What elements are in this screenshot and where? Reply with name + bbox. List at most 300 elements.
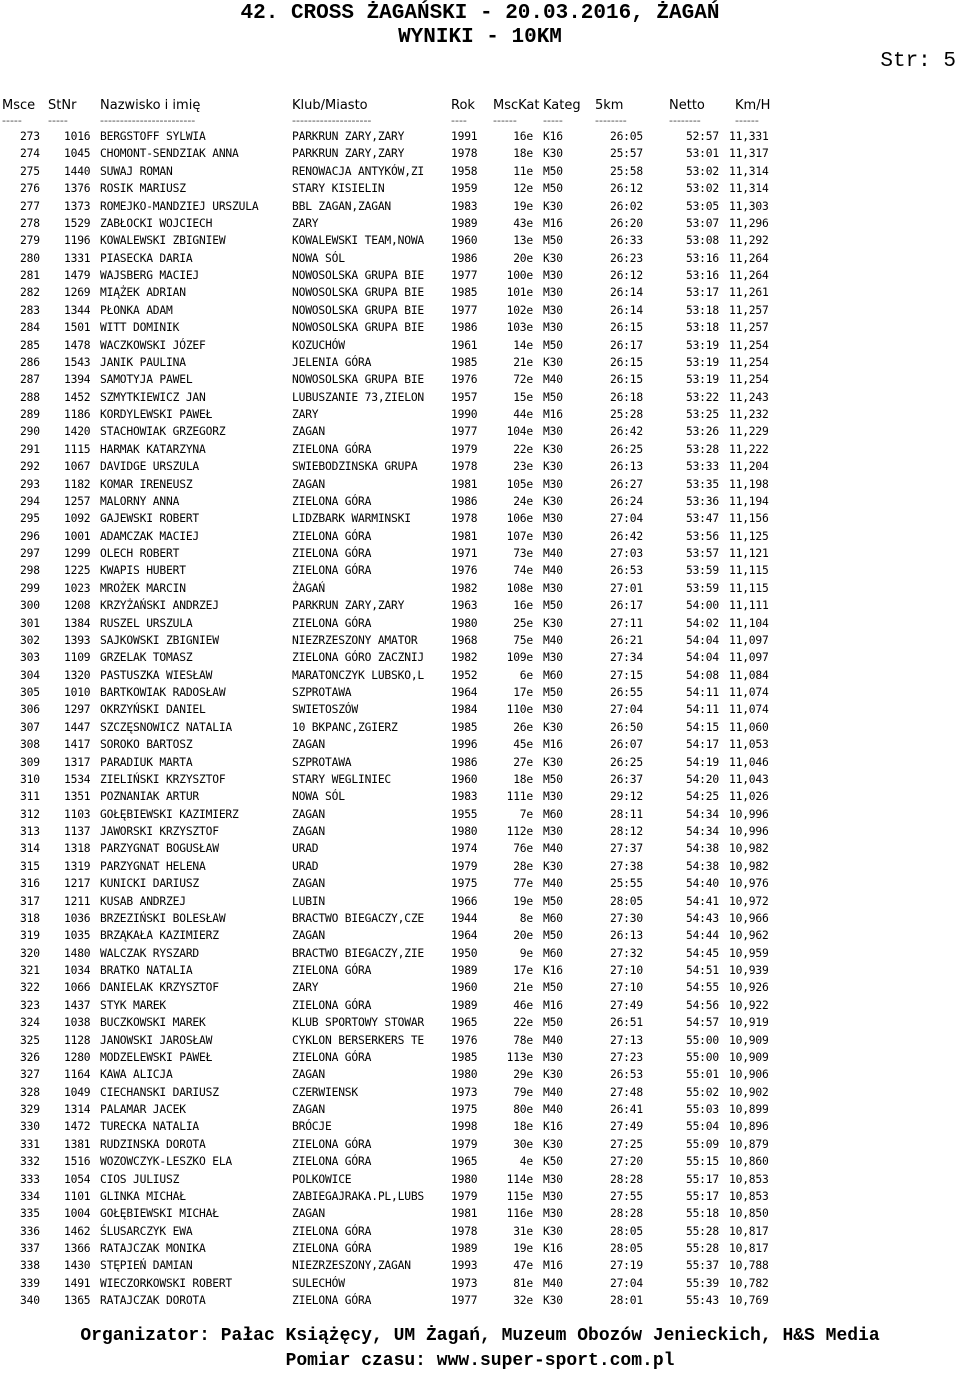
- cell-name: STYK MAREK: [100, 998, 167, 1012]
- cell-cat-place: 12e: [513, 182, 533, 196]
- cell-name: WAJSBERG MACIEJ: [100, 269, 200, 282]
- cell-club: KOWALEWSKI TEAM,NOWA: [292, 234, 425, 248]
- cell-year: 1979: [451, 442, 478, 456]
- cell-place: 294: [20, 494, 40, 508]
- cell-year: 1982: [451, 581, 478, 595]
- cell-year: 1950: [451, 946, 478, 960]
- cell-cat-place: 46e: [513, 998, 533, 1012]
- cell-club: SWIEBODZINSKA GRUPA: [292, 460, 418, 474]
- cell-net-time: 53:25: [685, 408, 719, 421]
- cell-net-time: 53:47: [685, 512, 719, 526]
- cell-year: 1960: [451, 234, 478, 248]
- cell-category: K30: [543, 147, 563, 161]
- cell-split-5km: 27:30: [609, 911, 643, 925]
- cell-split-5km: 26:25: [609, 442, 643, 456]
- cell-cat-place: 76e: [513, 842, 533, 856]
- cell-speed: 11,314: [729, 164, 769, 178]
- cell-split-5km: 27:37: [609, 842, 643, 856]
- cell-bib: 1103: [64, 807, 91, 821]
- cell-year: 1960: [451, 981, 478, 995]
- cell-club: ZIELONA GÓRO ZACZNIJ: [292, 651, 425, 665]
- cell-split-5km: 26:50: [609, 720, 643, 734]
- cell-net-time: 53:33: [685, 460, 719, 474]
- cell-category: M50: [543, 772, 563, 786]
- cell-club: JELENIA GÓRA: [292, 355, 372, 369]
- cell-speed: 11,111: [729, 599, 769, 613]
- cell-speed: 11,292: [729, 234, 769, 248]
- cell-cat-place: 18e: [513, 772, 533, 786]
- cell-speed: 11,125: [729, 529, 769, 543]
- cell-split-5km: 26:25: [609, 755, 643, 769]
- rule-netto: --------: [669, 114, 701, 127]
- cell-bib: 1417: [64, 738, 91, 752]
- cell-split-5km: 26:17: [609, 599, 643, 613]
- cell-year: 1975: [451, 1103, 478, 1116]
- cell-split-5km: 25:28: [609, 408, 643, 421]
- column-headers: [0, 97, 960, 114]
- cell-split-5km: 27:11: [609, 616, 643, 630]
- cell-split-5km: 27:19: [609, 1259, 643, 1273]
- cell-place: 310: [20, 772, 40, 786]
- cell-name: OKRZYŃSKI DANIEL: [100, 703, 206, 717]
- rule-5km: --------: [595, 114, 627, 127]
- cell-name: PŁONKA ADAM: [100, 303, 173, 317]
- cell-category: M60: [543, 668, 563, 682]
- cell-split-5km: 28:05: [609, 894, 643, 908]
- cell-cat-place: 22e: [513, 1016, 533, 1030]
- cell-name: WACZKOWSKI JÓZEF: [100, 338, 206, 352]
- cell-year: 1964: [451, 929, 478, 943]
- cell-name: SAMOTYJA PAWEL: [100, 373, 193, 387]
- cell-bib: 1480: [64, 946, 91, 960]
- cell-bib: 1393: [64, 633, 91, 647]
- cell-speed: 10,976: [729, 877, 769, 891]
- cell-category: K16: [543, 964, 563, 977]
- cell-speed: 10,962: [729, 929, 769, 943]
- cell-category: M30: [543, 1189, 563, 1203]
- cell-net-time: 54:17: [685, 738, 719, 752]
- table-row: [0, 163, 960, 180]
- cell-category: M16: [543, 408, 563, 421]
- cell-year: 1976: [451, 564, 478, 578]
- cell-year: 1977: [451, 269, 478, 282]
- cell-split-5km: 28:11: [609, 807, 643, 821]
- cell-cat-place: 21e: [513, 981, 533, 995]
- cell-speed: 11,331: [729, 130, 769, 143]
- cell-speed: 10,922: [729, 998, 769, 1012]
- cell-cat-place: 20e: [513, 929, 533, 943]
- table-row: [0, 389, 960, 406]
- table-row: [0, 632, 960, 649]
- cell-name: GOŁĘBIEWSKI KAZIMIERZ: [100, 807, 239, 821]
- cell-year: 1963: [451, 599, 478, 613]
- cell-year: 1981: [451, 529, 478, 543]
- cell-net-time: 53:07: [685, 216, 719, 230]
- cell-bib: 1217: [64, 877, 91, 891]
- cell-cat-place: 13e: [513, 234, 533, 248]
- cell-category: M50: [543, 182, 563, 196]
- cell-year: 1985: [451, 1050, 478, 1064]
- cell-club: ZIELONA GÓRA: [292, 998, 372, 1012]
- cell-category: M30: [543, 1207, 563, 1221]
- col-club: Klub/Miasto: [292, 98, 368, 113]
- cell-cat-place: 77e: [513, 877, 533, 891]
- cell-split-5km: 26:51: [609, 1016, 643, 1030]
- cell-name: HARMAK KATARZYNA: [100, 442, 206, 456]
- rule-msce: -----: [2, 114, 22, 127]
- cell-split-5km: 26:23: [609, 251, 643, 265]
- cell-year: 1991: [451, 130, 478, 143]
- cell-speed: 11,254: [729, 338, 769, 352]
- cell-cat-place: 44e: [513, 408, 533, 421]
- cell-split-5km: 27:20: [609, 1155, 643, 1169]
- rule-year: ----: [451, 114, 467, 127]
- cell-net-time: 53:28: [685, 442, 719, 456]
- cell-split-5km: 26:37: [609, 772, 643, 786]
- cell-place: 340: [20, 1294, 40, 1308]
- cell-club: SULECHÓW: [292, 1276, 345, 1290]
- cell-category: M40: [543, 1276, 563, 1290]
- cell-speed: 11,317: [729, 147, 769, 161]
- cell-name: ROMEJKO-MANDZIEJ URSZULA: [100, 199, 259, 213]
- cell-bib: 1491: [64, 1276, 91, 1290]
- header-rule: [0, 114, 960, 128]
- table-row: [0, 684, 960, 701]
- cell-year: 1985: [451, 286, 478, 300]
- cell-net-time: 53:22: [685, 390, 719, 404]
- cell-club: CYKLON BERSERKERS TE: [292, 1033, 425, 1047]
- cell-club: NOWOSOLSKA GRUPA BIE: [292, 286, 425, 300]
- cell-speed: 11,104: [729, 616, 769, 630]
- cell-club: SWIETOSZÓW: [292, 703, 359, 717]
- table-row: [0, 1066, 960, 1083]
- cell-name: BRZĄKAŁA KAZIMIERZ: [100, 929, 219, 943]
- cell-cat-place: 30e: [513, 1137, 533, 1151]
- table-row: [0, 788, 960, 805]
- cell-name: STĘPIEŃ DAMIAN: [100, 1259, 193, 1273]
- cell-speed: 11,264: [729, 251, 769, 265]
- cell-place: 339: [20, 1276, 40, 1290]
- cell-bib: 1318: [64, 842, 91, 856]
- cell-category: K30: [543, 251, 563, 265]
- cell-place: 286: [20, 355, 40, 369]
- cell-speed: 10,919: [729, 1016, 769, 1030]
- cell-category: M40: [543, 842, 563, 856]
- cell-speed: 10,769: [729, 1294, 769, 1308]
- cell-place: 296: [20, 529, 40, 543]
- cell-split-5km: 27:04: [609, 703, 643, 717]
- cell-category: K30: [543, 720, 563, 734]
- cell-cat-place: 17e: [513, 964, 533, 977]
- table-row: [0, 910, 960, 927]
- cell-split-5km: 27:23: [609, 1050, 643, 1064]
- cell-bib: 1516: [64, 1155, 91, 1169]
- cell-year: 1998: [451, 1120, 478, 1134]
- cell-speed: 10,817: [729, 1224, 769, 1238]
- cell-year: 1980: [451, 825, 478, 838]
- cell-net-time: 54:00: [685, 599, 719, 613]
- cell-club: BRACTWO BIEGACZY,ZIE: [292, 946, 425, 960]
- cell-net-time: 53:01: [685, 147, 719, 161]
- cell-net-time: 55:17: [685, 1189, 719, 1203]
- cell-net-time: 54:51: [685, 964, 719, 977]
- table-row: [0, 1101, 960, 1118]
- table-row: [0, 232, 960, 249]
- cell-place: 301: [20, 616, 40, 630]
- cell-year: 1973: [451, 1085, 478, 1099]
- cell-bib: 1529: [64, 216, 91, 230]
- col-netto: Netto: [669, 98, 705, 113]
- cell-bib: 1186: [64, 408, 91, 421]
- cell-name: DANIELAK KRZYSZTOF: [100, 981, 219, 995]
- cell-speed: 11,097: [729, 633, 769, 647]
- cell-name: PARADIUK MARTA: [100, 755, 193, 769]
- cell-place: 322: [20, 981, 40, 995]
- cell-bib: 1384: [64, 616, 91, 630]
- cell-year: 1955: [451, 807, 478, 821]
- cell-category: M30: [543, 303, 563, 317]
- cell-club: NOWOSOLSKA GRUPA BIE: [292, 373, 425, 387]
- cell-place: 282: [20, 286, 40, 300]
- table-row: [0, 1275, 960, 1292]
- cell-place: 278: [20, 216, 40, 230]
- cell-year: 1944: [451, 911, 478, 925]
- rule-stnr: -----: [48, 114, 68, 127]
- cell-speed: 10,909: [729, 1033, 769, 1047]
- cell-cat-place: 105e: [506, 477, 533, 491]
- cell-club: ZIELONA GÓRA: [292, 964, 372, 977]
- page-number: Str: 5: [880, 50, 956, 73]
- cell-cat-place: 19e: [513, 894, 533, 908]
- cell-category: M16: [543, 998, 563, 1012]
- cell-bib: 1366: [64, 1242, 91, 1255]
- cell-cat-place: 22e: [513, 442, 533, 456]
- cell-cat-place: 75e: [513, 633, 533, 647]
- cell-year: 1979: [451, 859, 478, 873]
- cell-bib: 1036: [64, 911, 91, 925]
- cell-club: ZAGAN: [292, 1068, 326, 1082]
- cell-cat-place: 28e: [513, 859, 533, 873]
- cell-category: K30: [543, 494, 563, 508]
- cell-split-5km: 27:10: [609, 981, 643, 995]
- cell-year: 1993: [451, 1259, 478, 1273]
- cell-place: 328: [20, 1085, 40, 1099]
- table-row: [0, 1257, 960, 1274]
- cell-speed: 11,074: [729, 703, 769, 717]
- cell-category: M50: [543, 390, 563, 404]
- cell-place: 300: [20, 599, 40, 613]
- cell-speed: 10,879: [729, 1137, 769, 1151]
- table-row: [0, 771, 960, 788]
- cell-bib: 1010: [64, 686, 91, 699]
- table-row: [0, 945, 960, 962]
- cell-name: POZNANIAK ARTUR: [100, 790, 200, 804]
- cell-bib: 1376: [64, 182, 91, 196]
- table-row: [0, 284, 960, 301]
- cell-place: 318: [20, 911, 40, 925]
- cell-category: K30: [543, 859, 563, 873]
- cell-category: K50: [543, 1155, 563, 1169]
- cell-split-5km: 26:15: [609, 355, 643, 369]
- cell-place: 277: [20, 199, 40, 213]
- cell-year: 1978: [451, 512, 478, 526]
- cell-net-time: 54:41: [685, 894, 719, 908]
- cell-name: CIOS JULIUSZ: [100, 1172, 180, 1186]
- table-row: [0, 615, 960, 632]
- cell-cat-place: 32e: [513, 1294, 533, 1308]
- cell-club: NIEZRZESZONY AMATOR: [292, 633, 418, 647]
- cell-bib: 1344: [64, 303, 91, 317]
- cell-year: 1975: [451, 877, 478, 891]
- cell-category: M50: [543, 234, 563, 248]
- cell-speed: 11,254: [729, 355, 769, 369]
- table-row: [0, 476, 960, 493]
- cell-split-5km: 27:49: [609, 998, 643, 1012]
- cell-cat-place: 115e: [506, 1189, 533, 1203]
- cell-category: M30: [543, 651, 563, 665]
- cell-name: RATAJCZAK MONIKA: [100, 1242, 206, 1255]
- cell-place: 329: [20, 1103, 40, 1116]
- cell-cat-place: 16e: [513, 599, 533, 613]
- cell-net-time: 53:02: [685, 164, 719, 178]
- cell-net-time: 53:35: [685, 477, 719, 491]
- cell-cat-place: 108e: [506, 581, 533, 595]
- cell-cat-place: 106e: [506, 512, 533, 526]
- cell-speed: 11,261: [729, 286, 769, 300]
- cell-split-5km: 28:05: [609, 1224, 643, 1238]
- cell-speed: 11,303: [729, 199, 769, 213]
- cell-cat-place: 19e: [513, 199, 533, 213]
- cell-year: 1977: [451, 1294, 478, 1308]
- cell-year: 1983: [451, 199, 478, 213]
- cell-speed: 11,204: [729, 460, 769, 474]
- table-row: [0, 597, 960, 614]
- cell-bib: 1034: [64, 964, 91, 977]
- cell-split-5km: 26:24: [609, 494, 643, 508]
- cell-bib: 1225: [64, 564, 91, 578]
- cell-category: K30: [543, 616, 563, 630]
- cell-split-5km: 25:55: [609, 877, 643, 891]
- cell-bib: 1066: [64, 981, 91, 995]
- cell-club: ZAGAN: [292, 1103, 326, 1116]
- cell-bib: 1452: [64, 390, 91, 404]
- cell-speed: 11,115: [729, 581, 769, 595]
- cell-name: JANOWSKI JAROSŁAW: [100, 1033, 213, 1047]
- cell-cat-place: 27e: [513, 755, 533, 769]
- cell-net-time: 53:59: [685, 581, 719, 595]
- cell-club: ZAGAN: [292, 477, 326, 491]
- col-mscKat: MscKat: [493, 98, 540, 113]
- cell-bib: 1381: [64, 1137, 91, 1151]
- cell-category: M50: [543, 894, 563, 908]
- cell-net-time: 54:55: [685, 981, 719, 995]
- cell-split-5km: 29:12: [609, 790, 643, 804]
- table-row: [0, 1292, 960, 1309]
- cell-place: 303: [20, 651, 40, 665]
- cell-club: LUBIN: [292, 894, 326, 908]
- cell-place: 306: [20, 703, 40, 717]
- cell-category: M30: [543, 703, 563, 717]
- cell-bib: 1299: [64, 547, 91, 560]
- cell-name: PARZYGNAT HELENA: [100, 859, 206, 873]
- cell-split-5km: 26:17: [609, 338, 643, 352]
- cell-bib: 1101: [64, 1189, 91, 1203]
- table-row: [0, 1084, 960, 1101]
- cell-net-time: 53:18: [685, 303, 719, 317]
- cell-net-time: 54:45: [685, 946, 719, 960]
- cell-speed: 11,084: [729, 668, 769, 682]
- cell-year: 1960: [451, 772, 478, 786]
- cell-net-time: 54:04: [685, 651, 719, 665]
- cell-club: NOWOSOLSKA GRUPA BIE: [292, 321, 425, 335]
- cell-place: 297: [20, 547, 40, 560]
- cell-cat-place: 110e: [506, 703, 533, 717]
- cell-place: 274: [20, 147, 40, 161]
- cell-year: 1966: [451, 894, 478, 908]
- cell-category: M30: [543, 581, 563, 595]
- cell-net-time: 53:59: [685, 564, 719, 578]
- cell-speed: 10,817: [729, 1242, 769, 1255]
- cell-split-5km: 26:42: [609, 529, 643, 543]
- cell-net-time: 53:56: [685, 529, 719, 543]
- cell-category: M50: [543, 164, 563, 178]
- cell-place: 325: [20, 1033, 40, 1047]
- cell-place: 288: [20, 390, 40, 404]
- table-row: [0, 893, 960, 910]
- cell-club: ZIELONA GÓRA: [292, 564, 372, 578]
- cell-name: ADAMCZAK MACIEJ: [100, 529, 200, 543]
- cell-name: GOŁĘBIEWSKI MICHAŁ: [100, 1207, 219, 1221]
- cell-cat-place: 26e: [513, 720, 533, 734]
- table-row: [0, 1171, 960, 1188]
- table-row: [0, 180, 960, 197]
- cell-place: 276: [20, 182, 40, 196]
- cell-net-time: 53:19: [685, 338, 719, 352]
- cell-name: TURECKA NATALIA: [100, 1120, 200, 1134]
- cell-split-5km: 27:10: [609, 964, 643, 977]
- cell-cat-place: 7e: [519, 807, 533, 821]
- cell-bib: 1373: [64, 199, 91, 213]
- cell-speed: 11,232: [729, 408, 769, 421]
- cell-speed: 11,243: [729, 390, 769, 404]
- cell-speed: 11,043: [729, 772, 769, 786]
- cell-cat-place: 111e: [506, 790, 533, 804]
- cell-bib: 1211: [64, 894, 91, 908]
- cell-year: 1989: [451, 216, 478, 230]
- table-row: [0, 1049, 960, 1066]
- cell-name: BRATKO NATALIA: [100, 964, 193, 977]
- cell-net-time: 55:03: [685, 1103, 719, 1116]
- table-row: [0, 441, 960, 458]
- cell-split-5km: 27:32: [609, 946, 643, 960]
- cell-split-5km: 26:15: [609, 321, 643, 335]
- cell-category: M40: [543, 1103, 563, 1116]
- cell-split-5km: 27:01: [609, 581, 643, 595]
- cell-name: GRZELAK TOMASZ: [100, 651, 193, 665]
- cell-net-time: 53:19: [685, 355, 719, 369]
- cell-club: ZAGAN: [292, 929, 326, 943]
- cell-club: ZAGAN: [292, 877, 326, 891]
- cell-bib: 1317: [64, 755, 91, 769]
- cell-category: M40: [543, 633, 563, 647]
- cell-club: ZIELONA GÓRA: [292, 1294, 372, 1308]
- cell-net-time: 54:20: [685, 772, 719, 786]
- cell-cat-place: 29e: [513, 1068, 533, 1082]
- cell-bib: 1440: [64, 164, 91, 178]
- cell-year: 1976: [451, 373, 478, 387]
- cell-split-5km: 27:15: [609, 668, 643, 682]
- table-row: [0, 1118, 960, 1135]
